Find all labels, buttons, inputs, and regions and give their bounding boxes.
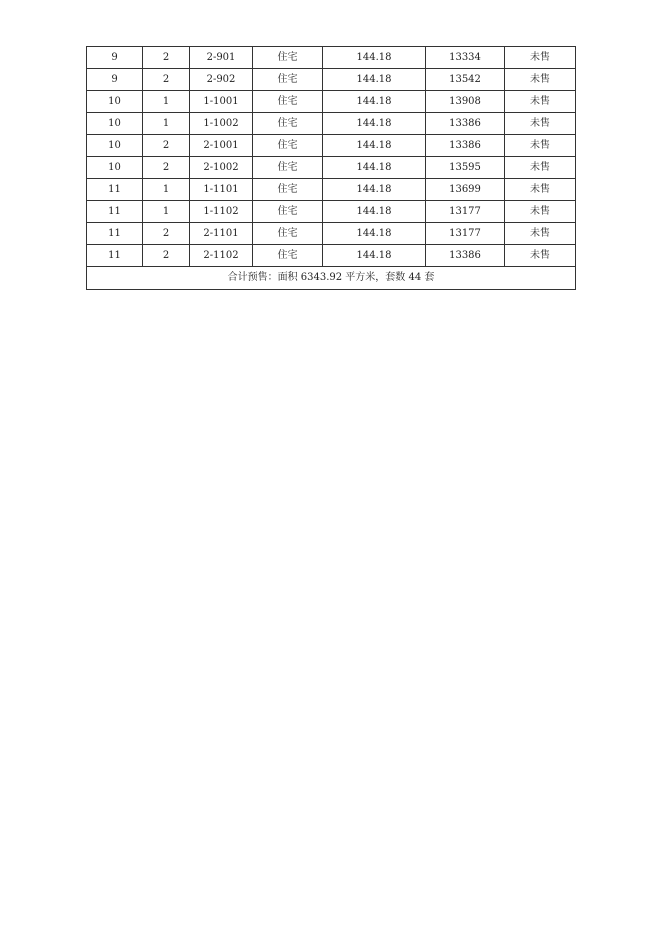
table-row: [87, 245, 576, 267]
price-cell: 13386: [426, 135, 505, 157]
area-cell: 144.18: [323, 245, 426, 267]
status-cell: 未售: [505, 157, 576, 179]
summary-row: [87, 267, 576, 290]
status-cell: 未售: [505, 201, 576, 223]
status-cell: 未售: [505, 69, 576, 91]
room-number-cell: 2-902: [190, 69, 253, 91]
table-row: [87, 223, 576, 245]
table-row: [87, 135, 576, 157]
price-cell: 13334: [426, 47, 505, 69]
usage-cell: 住宅: [253, 135, 323, 157]
floor-cell: 11: [87, 223, 143, 245]
status-cell: 未售: [505, 91, 576, 113]
table-body: [87, 47, 576, 267]
usage-cell: 住宅: [253, 223, 323, 245]
price-cell: 13177: [426, 223, 505, 245]
unit-cell: 1: [143, 179, 190, 201]
table-row: [87, 179, 576, 201]
room-number-cell: 1-1001: [190, 91, 253, 113]
usage-cell: 住宅: [253, 69, 323, 91]
table-row: [87, 91, 576, 113]
unit-cell: 2: [143, 245, 190, 267]
floor-cell: 10: [87, 135, 143, 157]
room-number-cell: 2-1102: [190, 245, 253, 267]
area-cell: 144.18: [323, 157, 426, 179]
price-cell: 13908: [426, 91, 505, 113]
area-cell: 144.18: [323, 47, 426, 69]
price-cell: 13386: [426, 245, 505, 267]
unit-cell: 2: [143, 223, 190, 245]
unit-cell: 2: [143, 135, 190, 157]
usage-cell: 住宅: [253, 245, 323, 267]
price-cell: 13177: [426, 201, 505, 223]
area-cell: 144.18: [323, 69, 426, 91]
room-number-cell: 2-901: [190, 47, 253, 69]
unit-cell: 1: [143, 201, 190, 223]
status-cell: 未售: [505, 135, 576, 157]
status-cell: 未售: [505, 113, 576, 135]
price-cell: 13699: [426, 179, 505, 201]
floor-cell: 9: [87, 69, 143, 91]
area-cell: 144.18: [323, 135, 426, 157]
room-number-cell: 2-1001: [190, 135, 253, 157]
table-row: [87, 201, 576, 223]
table-row: [87, 47, 576, 69]
room-number-cell: 2-1002: [190, 157, 253, 179]
unit-cell: 2: [143, 47, 190, 69]
table-row: [87, 157, 576, 179]
room-number-cell: 1-1102: [190, 201, 253, 223]
area-cell: 144.18: [323, 91, 426, 113]
status-cell: 未售: [505, 179, 576, 201]
area-cell: 144.18: [323, 223, 426, 245]
price-cell: 13386: [426, 113, 505, 135]
floor-cell: 10: [87, 157, 143, 179]
usage-cell: 住宅: [253, 157, 323, 179]
floor-cell: 10: [87, 91, 143, 113]
floor-cell: 11: [87, 201, 143, 223]
area-cell: 144.18: [323, 201, 426, 223]
status-cell: 未售: [505, 223, 576, 245]
area-cell: 144.18: [323, 113, 426, 135]
status-cell: 未售: [505, 47, 576, 69]
usage-cell: 住宅: [253, 91, 323, 113]
floor-cell: 9: [87, 47, 143, 69]
price-cell: 13542: [426, 69, 505, 91]
floor-cell: 11: [87, 245, 143, 267]
usage-cell: 住宅: [253, 201, 323, 223]
floor-cell: 11: [87, 179, 143, 201]
unit-cell: 1: [143, 113, 190, 135]
unit-cell: 2: [143, 69, 190, 91]
table-row: [87, 113, 576, 135]
area-cell: 144.18: [323, 179, 426, 201]
status-cell: 未售: [505, 245, 576, 267]
unit-cell: 2: [143, 157, 190, 179]
summary-cell: 合计预售：面积 6343.92 平方米，套数 44 套: [87, 267, 576, 290]
presale-table-container: [86, 46, 575, 290]
usage-cell: 住宅: [253, 179, 323, 201]
room-number-cell: 1-1101: [190, 179, 253, 201]
room-number-cell: 2-1101: [190, 223, 253, 245]
price-cell: 13595: [426, 157, 505, 179]
usage-cell: 住宅: [253, 47, 323, 69]
room-number-cell: 1-1002: [190, 113, 253, 135]
presale-units-table: [86, 46, 576, 290]
floor-cell: 10: [87, 113, 143, 135]
usage-cell: 住宅: [253, 113, 323, 135]
table-row: [87, 69, 576, 91]
unit-cell: 1: [143, 91, 190, 113]
